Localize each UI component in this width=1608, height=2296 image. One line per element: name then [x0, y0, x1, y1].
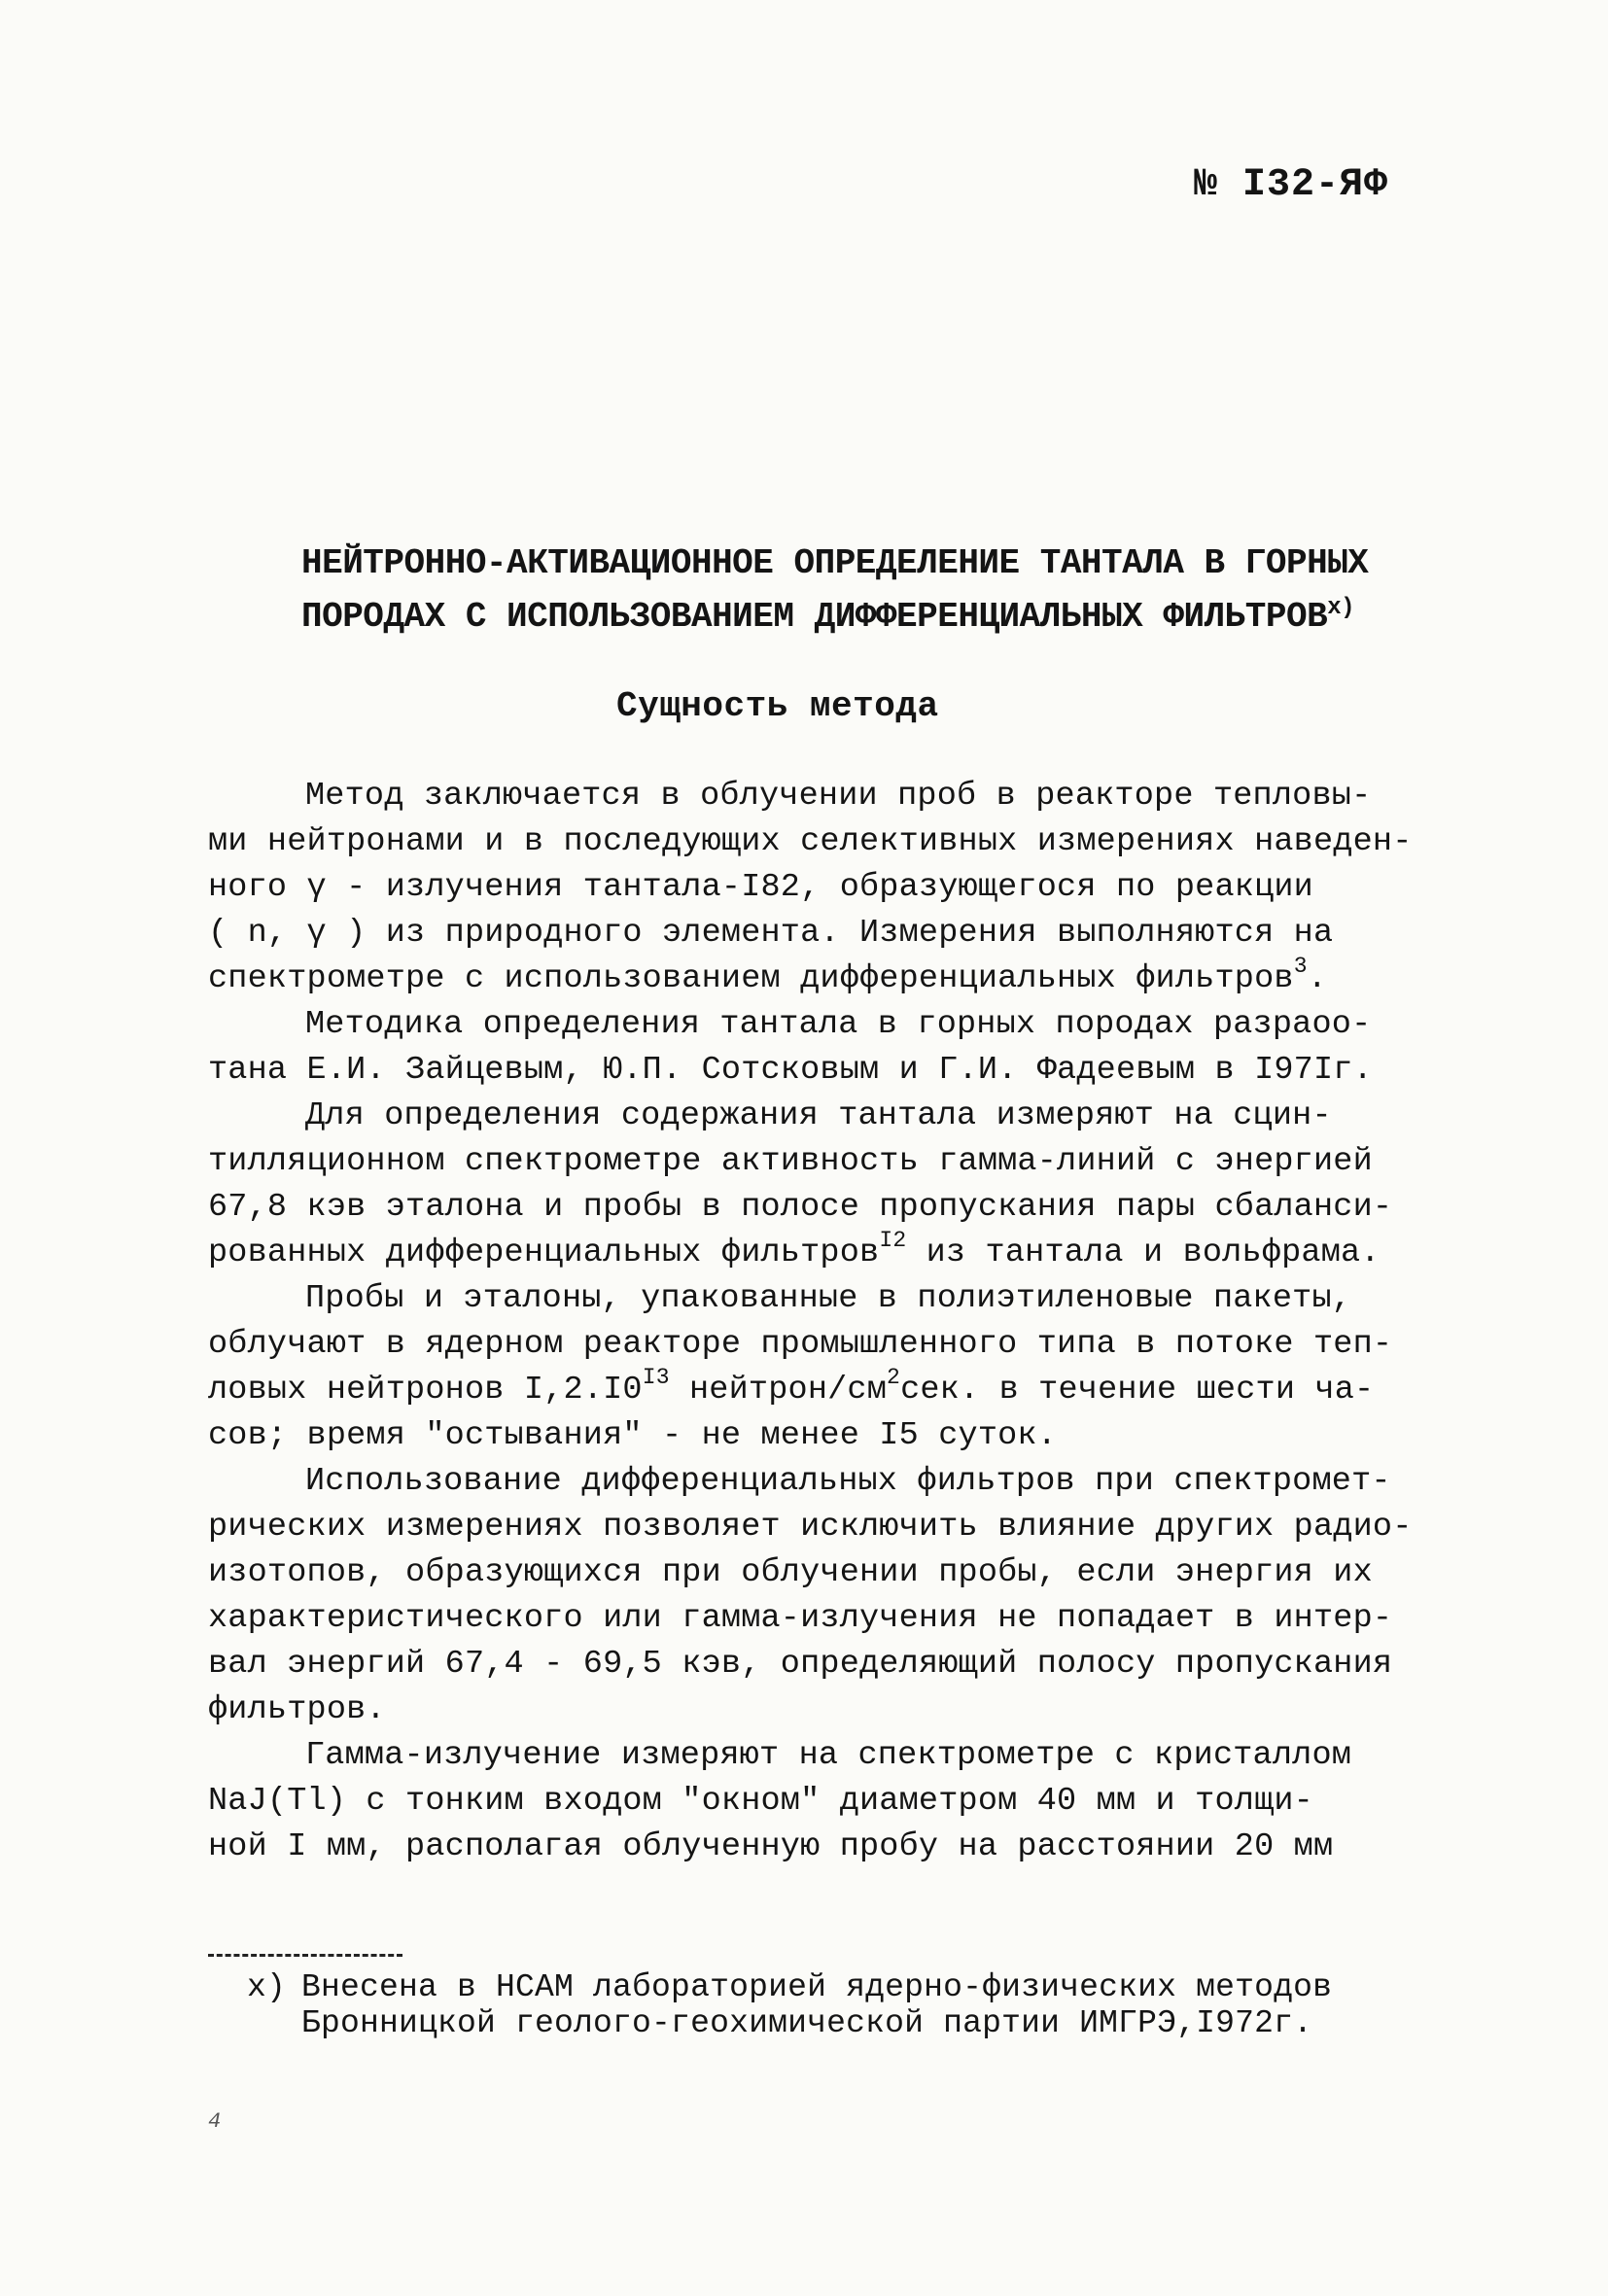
body-line: рических измерениях позволяет исключить влияние других радио- [208, 1509, 1413, 1546]
reference-superscript: I2 [879, 1228, 907, 1253]
body-text-run: из тантала и вольфрама. [906, 1235, 1381, 1271]
body-line: Гамма-излучение измеряют на спектрометре с кристаллом [305, 1737, 1352, 1774]
footnote-line-2: Бронницкой геолого-геохимической партии ИМГРЭ,I972г. [301, 2005, 1313, 2041]
body-line: Для определения содержания тантала измеряют на сцин- [305, 1097, 1332, 1134]
body-line: сов; время "остывания" - не менее I5 суток. [208, 1417, 1058, 1454]
document-number: № I32-ЯФ [1194, 163, 1389, 207]
body-line: Методика определения тантала в горных породах разраоо- [305, 1006, 1372, 1043]
page-mark: 4 [208, 2109, 222, 2134]
reference-superscript: 3 [1293, 954, 1308, 979]
body-line: Пробы и эталоны, упакованные в полиэтиленовые пакеты, [305, 1280, 1352, 1317]
body-line: ной I мм, располагая облученную пробу на расстоянии 20 мм [208, 1828, 1334, 1865]
body-text [208, 774, 1414, 1870]
title-line-1: НЕЙТРОННО-АКТИВАЦИОННОЕ ОПРЕДЕЛЕНИЕ ТАНТАЛА В ГОРНЫХ [301, 543, 1369, 583]
body-line: ( n, γ ) из природного элемента. Измерения выполняются на [208, 915, 1334, 952]
body-line: тана Е.И. Зайцевым, Ю.П. Сотсковым и Г.И. Фадеевым в I97Iг. [208, 1052, 1373, 1089]
body-text-run: нейтрон/см [669, 1372, 888, 1409]
body-line: Использование дифференциальных фильтров при спектромет- [305, 1463, 1391, 1500]
body-line: 67,8 кэв эталона и пробы в полосе пропускания пары сбаланси- [208, 1189, 1393, 1226]
body-line: Метод заключается в облучении проб в реакторе тепловы- [305, 778, 1372, 815]
footnote-line-1 [247, 1969, 1414, 2005]
body-text-run: . [1307, 960, 1328, 997]
footnote-divider [208, 1954, 402, 1957]
footnote-marker: x) [247, 1969, 287, 2005]
body-line [208, 1365, 1414, 1413]
body-text-run: ловых нейтронов I,2.I0 [208, 1372, 643, 1409]
body-text-run: сек. в течение шести ча- [900, 1372, 1375, 1409]
body-line: изотопов, образующихся при облучении пробы, если энергия их [208, 1554, 1373, 1591]
section-heading: Сущность метода [616, 686, 939, 726]
document-title [301, 537, 1390, 644]
body-text-run: рованных дифференциальных фильтров [208, 1235, 880, 1271]
body-line: NaJ(Tl) с тонким входом "окном" диаметром 40 мм и толщи- [208, 1783, 1313, 1820]
body-line: фильтров. [208, 1691, 386, 1728]
title-footnote-marker: x) [1327, 595, 1354, 621]
footnote [247, 1969, 1414, 2041]
footnote-text: Внесена в НСАМ лабораторией ядерно-физических методов [301, 1969, 1333, 2005]
exponent-superscript: 2 [887, 1365, 901, 1390]
body-line: ного γ - излучения тантала-I82, образующегося по реакции [208, 869, 1313, 906]
title-line-2 [301, 590, 1390, 644]
body-line: ми нейтронами и в последующих селективных измерениях наведен- [208, 823, 1413, 860]
body-line: вал энергий 67,4 - 69,5 кэв, определяющий полосу пропускания [208, 1646, 1393, 1683]
body-line [208, 954, 1414, 1002]
exponent-superscript: I3 [642, 1365, 670, 1390]
body-line: облучают в ядерном реакторе промышленного типа в потоке теп- [208, 1326, 1393, 1363]
body-text-run: спектрометре с использованием дифференциальных фильтров [208, 960, 1294, 997]
title-line-2-text: ПОРОДАХ С ИСПОЛЬЗОВАНИЕМ ДИФФЕРЕНЦИАЛЬНЫХ ФИЛЬТРОВ [301, 597, 1328, 637]
body-line [208, 1228, 1414, 1276]
body-line: характеристического или гамма-излучения не попадает в интер- [208, 1600, 1393, 1637]
body-line: тилляционном спектрометре активность гамма-линий с энергией [208, 1143, 1373, 1180]
